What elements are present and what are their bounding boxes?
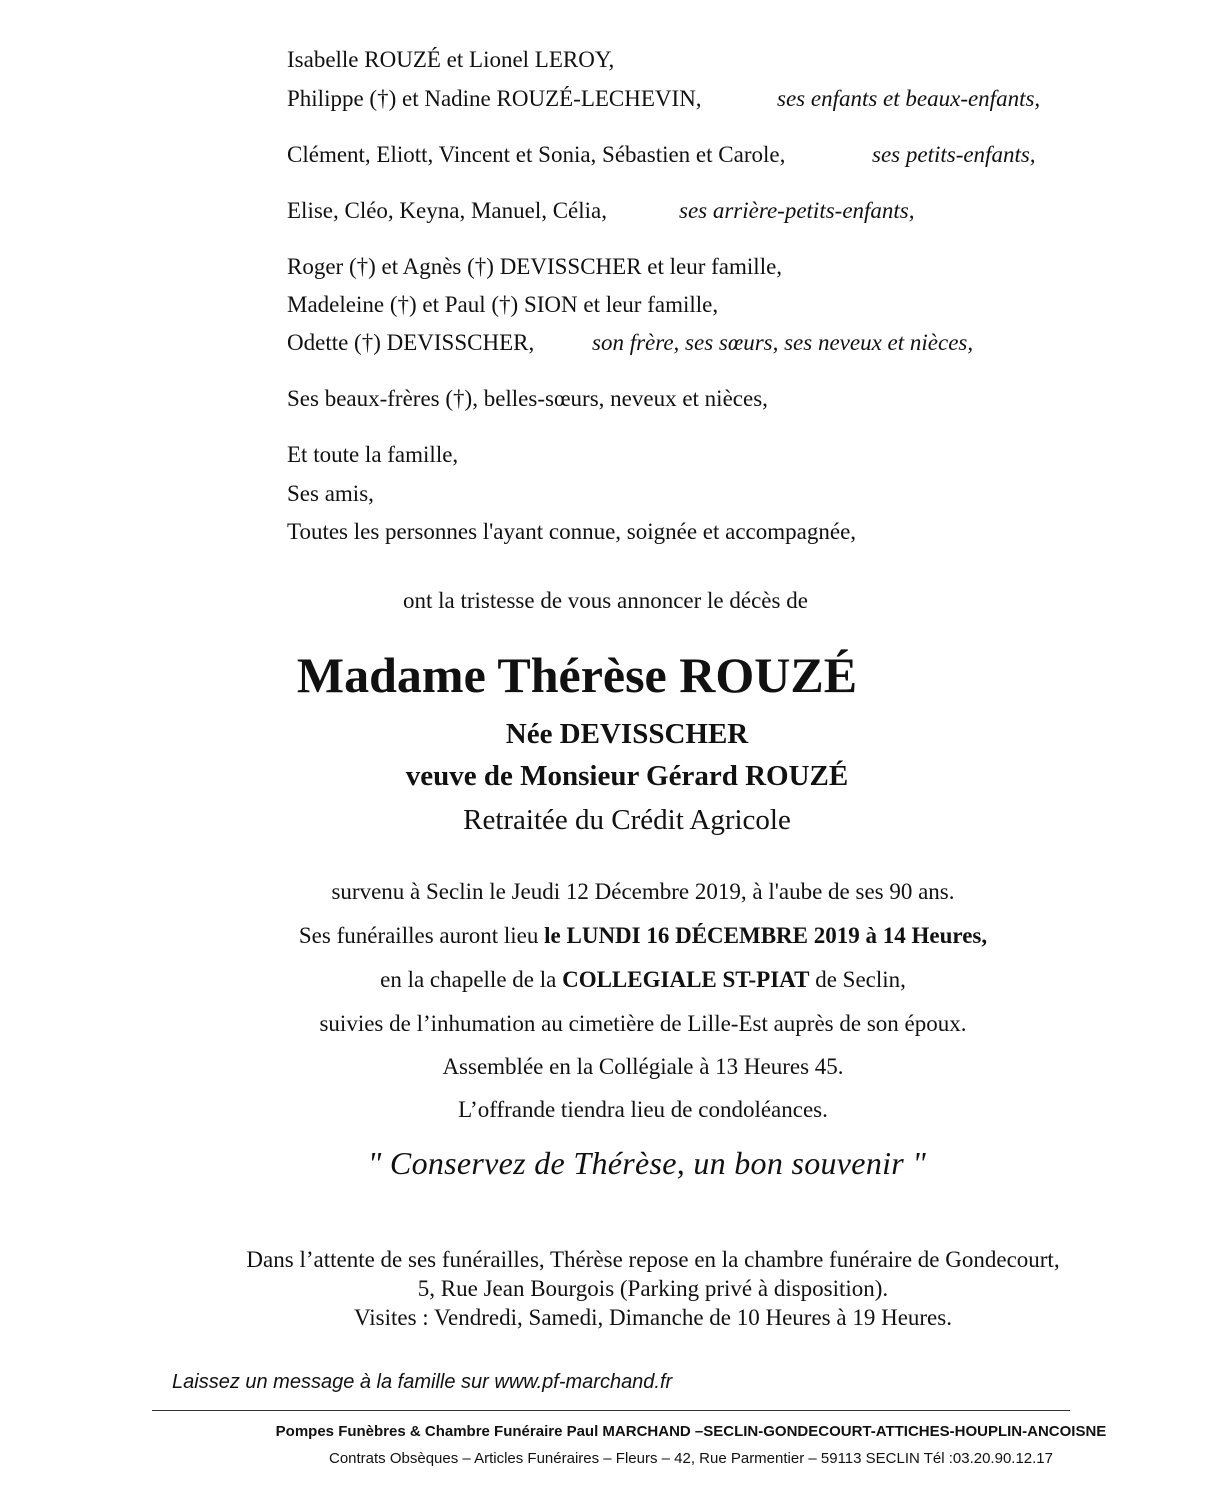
family-line-in-laws: Ses beaux-frères (†), belles-sœurs, neveux et nièces, [287, 386, 768, 411]
footer-contact: Contrats Obsèques – Articles Funéraires – Fleurs – 42, Rue Parmentier – 59113 SECLIN Tél :03.20.90.12.17 [328, 1450, 1053, 1467]
memorial-quote: " Conservez de Thérèse, un bon souvenir " [367, 1145, 927, 1181]
family-line-great-grandchildren [287, 197, 915, 225]
chapel-town: de Seclin, [809, 967, 906, 992]
funeral-text: Ses funérailles auront lieu [298, 923, 545, 948]
family-line-siblings-2: Madeleine (†) et Paul (†) SION et leur famille, [287, 292, 719, 317]
family-line-siblings-3 [287, 329, 974, 357]
chapel-name: COLLEGIALE ST-PIAT [562, 967, 810, 992]
family-role: son frère, ses sœurs, ses neveux et nièces, [592, 330, 974, 355]
footer-company: Pompes Funèbres & Chambre Funéraire Paul MARCHAND –SECLIN-GONDECOURT-ATTICHES-HOUPLIN-ANCOISNE [275, 1423, 1107, 1440]
family-names: Philippe (†) et Nadine ROUZÉ-LECHEVIN, [287, 86, 702, 111]
family-line-friends: Ses amis, [287, 481, 374, 506]
deceased-name: Madame Thérèse ROUZÉ [296, 647, 858, 703]
funeral-date: le LUNDI 16 DÉCEMBRE 2019 à 14 Heures, [544, 923, 988, 948]
funeral-line [36, 922, 1214, 950]
family-names: Clément, Eliott, Vincent et Sonia, Sébastien et Carole, [287, 142, 786, 167]
family-line-children-2 [287, 85, 1041, 113]
rest-line-1: Dans l’attente de ses funérailles, Thérèse repose en la chambre funéraire de Gondecourt, [246, 1247, 1060, 1272]
family-line-grandchildren [287, 141, 1036, 169]
death-line: survenu à Seclin le Jeudi 12 Décembre 2019, à l'aube de ses 90 ans. [331, 879, 955, 904]
family-line-siblings-1: Roger (†) et Agnès (†) DEVISSCHER et leur famille, [287, 254, 783, 279]
family-line-children-1: Isabelle ROUZÉ et Lionel LEROY, [287, 47, 615, 72]
family-names: Odette (†) DEVISSCHER, [287, 330, 535, 355]
rest-line-2: 5, Rue Jean Bourgois (Parking privé à disposition). [417, 1276, 889, 1301]
chapel-text: en la chapelle de la [380, 967, 563, 992]
offering-line: L’offrande tiendra lieu de condoléances. [458, 1097, 828, 1122]
chapel-line [36, 966, 1214, 994]
family-line-carers: Toutes les personnes l'ayant connue, soignée et accompagnée, [287, 519, 857, 544]
occupation-line: Retraitée du Crédit Agricole [463, 804, 791, 836]
footer-divider [152, 1410, 1070, 1411]
rest-line-3: Visites : Vendredi, Samedi, Dimanche de 10 Heures à 19 Heures. [354, 1305, 952, 1330]
message-link[interactable]: Laissez un message à la famille sur www.pf-marchand.fr [172, 1371, 673, 1393]
family-role: ses arrière-petits-enfants, [679, 198, 915, 223]
announcement-text: ont la tristesse de vous annoncer le décès de [403, 588, 808, 613]
family-role: ses petits-enfants, [872, 142, 1036, 167]
burial-line: suivies de l’inhumation au cimetière de Lille-Est auprès de son époux. [319, 1011, 967, 1036]
family-names: Elise, Cléo, Keyna, Manuel, Célia, [287, 198, 608, 223]
widow-line: veuve de Monsieur Gérard ROUZÉ [405, 760, 849, 792]
family-line-all-family: Et toute la famille, [287, 442, 459, 467]
family-role: ses enfants et beaux-enfants, [777, 86, 1041, 111]
maiden-name: Née DEVISSCHER [505, 718, 749, 750]
assembly-line: Assemblée en la Collégiale à 13 Heures 45. [442, 1054, 844, 1079]
